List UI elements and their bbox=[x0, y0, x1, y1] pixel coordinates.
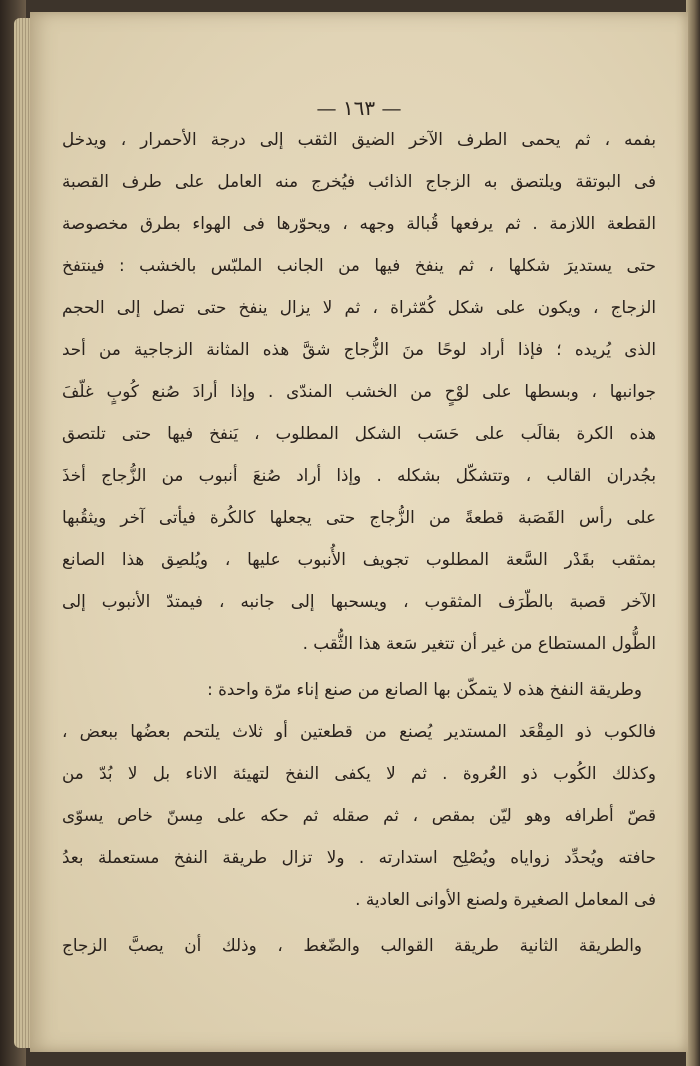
paragraph-start-line: وطريقة النفخ هذه لا يتمكّن بها الصانع من صنع إناء مرّة واحدة : bbox=[207, 679, 642, 699]
text-line: وكذلك الكُوب ذو العُروة . ثم لا يكفى النفخ لتهيئة الاناء بل لا بُدّ من bbox=[62, 763, 656, 783]
paragraph-end-line: فى المعامل الصغيرة ولصنع الأوانى العادية . bbox=[355, 889, 656, 909]
page-number: — ١٦٣ — bbox=[316, 96, 402, 120]
text-line: القطعة اللازمة . ثم يرفعها قُبالة وجهه ، ويحوّرها فى الهواء بطرق مخصوصة bbox=[62, 213, 656, 233]
book-cover-edge-right bbox=[686, 0, 700, 1066]
text-line: بمثقب بقَدْر السَّعة المطلوب تجويف الأُنبوب عليها ، ويُلصِق هذا الصانع bbox=[62, 549, 656, 569]
body-text bbox=[62, 118, 656, 966]
paragraph-start-line: والطريقة الثانية طريقة القوالب والضّغط ، وذلك أن يصبَّ الزجاج bbox=[62, 935, 642, 955]
text-line: هذه الكرة بقالَب على حَسَب الشكل المطلوب ، يَنفخ فيها حتى تلتصق bbox=[62, 423, 656, 443]
text-line: بفمه ، ثم يحمى الطرف الآخر الضيق الثقب إلى درجة الأحمرار ، ويدخل bbox=[62, 129, 656, 149]
text-line: الآخر قصبة بالطّرَف المثقوب ، ويسحبها إلى جانبه ، فيمتدّ الأنبوب إلى bbox=[62, 591, 656, 611]
text-line: جوانبها ، وبسطها على لوْحٍ من الخشب المندّى . وإذا أرادَ صُنع كُوبٍ غلّفَ bbox=[62, 381, 656, 401]
text-line: فى البوتقة ويلتصق به الزجاج الذائب فيُخرج منه العامل على طرف القصبة bbox=[62, 171, 656, 191]
text-line: على رأس القَصَبة قطعةً من الزُّجاج حتى يجعلها كالكُرة فيأتى آخر ويثقُبها bbox=[62, 507, 656, 527]
text-line: الذى يُريده ؛ فإذا أراد لوحًا منَ الزُّجاج شقَّ هذه المثانة الزجاجية من أحد bbox=[62, 339, 656, 359]
text-line: حافته ويُحدِّد زواياه ويُصْلِح استدارته . ولا تزال طريقة النفخ مستعملة بعدُ bbox=[62, 847, 656, 867]
text-line: فالكوب ذو المِقْعَد المستدير يُصنع من قطعتين أو ثلاث يلتحم بعضُها ببعض ، bbox=[62, 721, 656, 741]
paragraph-end-line: الطُّول المستطاع من غير أن تتغير سَعة هذا الثُّقب . bbox=[302, 633, 656, 653]
text-line: بجُدران القالب ، وتتشكّل بشكله . وإذا أراد صُنعَ أنبوب من الزُّجاج أخذَ bbox=[62, 465, 656, 485]
text-line: الزجاج ، ويكون على شكل كُمّثراة ، ثم لا يزال ينفخ حتى تصل إلى الحجم bbox=[62, 297, 656, 317]
text-line: قصّ أطرافه وهو ليّن بمقص ، ثم صقله ثم حكه على مِسنّ خاص يسوّى bbox=[62, 805, 656, 825]
text-line: حتى يستديرَ شكلها ، ثم ينفخ فيها من الجانب الملبّس بالخشب : فينتفخ bbox=[62, 255, 656, 275]
